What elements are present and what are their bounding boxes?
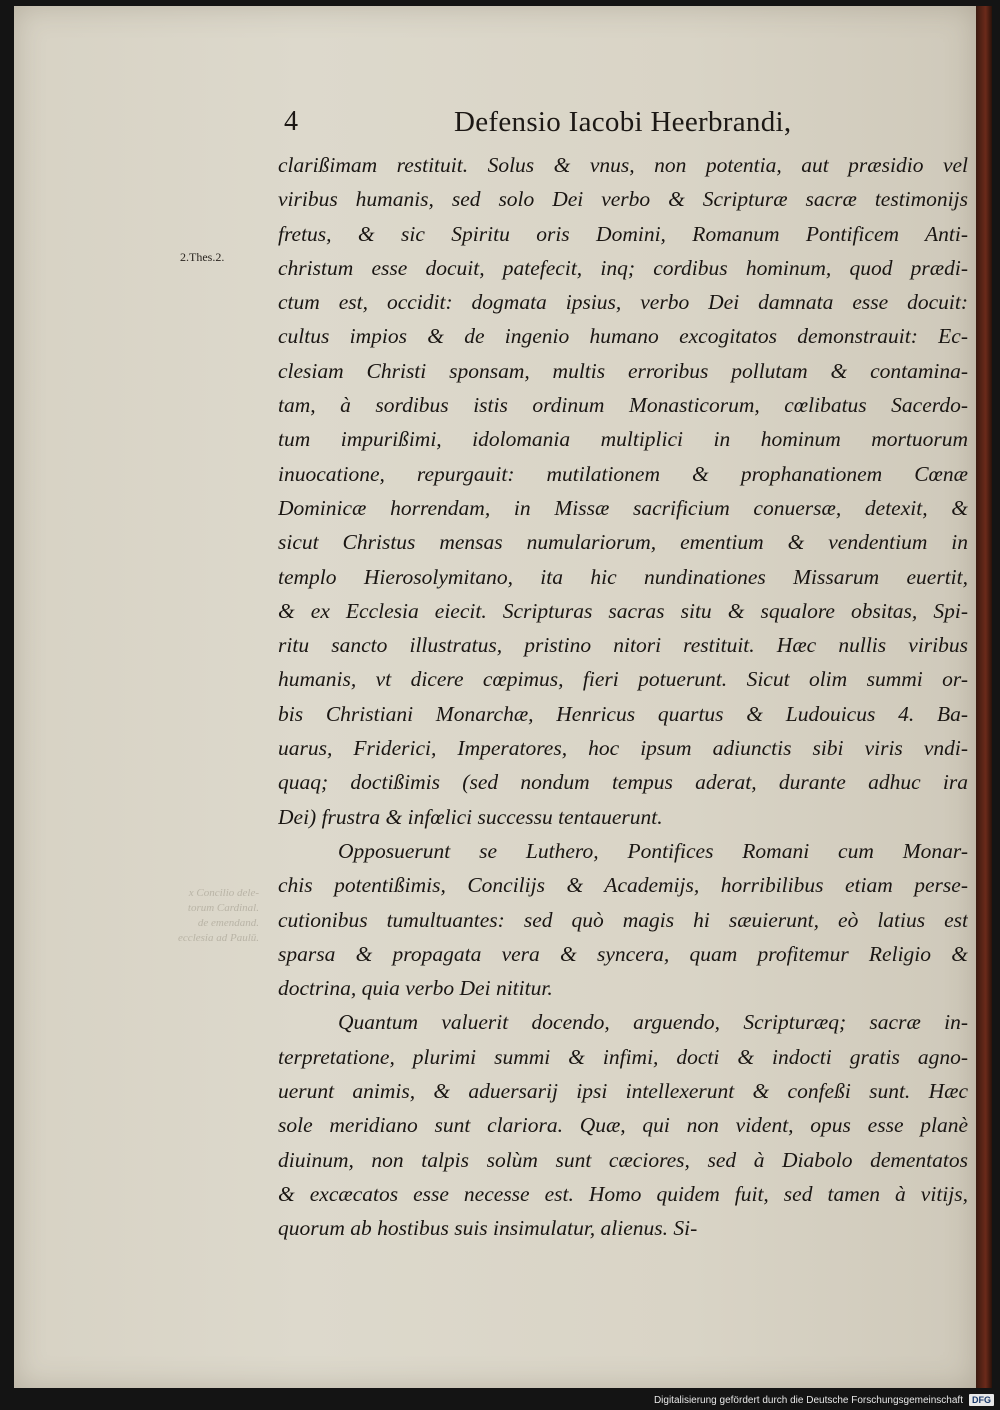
running-title: Defensio Iacobi Heerbrandi, <box>454 106 792 138</box>
bleed-line: ecclesia ad Paulū. <box>178 932 259 944</box>
margin-note: 2.Thes.2. <box>180 250 225 264</box>
text-line: sparsa & propagata vera & syncera, quam profitemur Religio & <box>278 941 968 966</box>
page-header <box>284 106 824 146</box>
dfg-logo-icon: DFG <box>969 1394 994 1406</box>
text-line: diuinum, non talpis solùm sunt cæciores, sed à Diabolo dementatos <box>278 1147 968 1172</box>
text-line: sicut Christus mensas numulariorum, ementium & vendentium in <box>278 530 968 555</box>
bleed-through-text <box>149 886 259 946</box>
bleed-line: x Concilio dele- <box>188 887 259 899</box>
text-line: clesiam Christi sponsam, multis erroribus pollutam & contamina- <box>278 358 968 383</box>
digitization-credit: Digitalisierung gefördert durch die Deutsche Forschungsgemeinschaft <box>653 1394 963 1406</box>
body-text <box>278 148 968 1246</box>
text-line: chis potentißimis, Concilijs & Academijs, horribilibus etiam perse- <box>278 873 968 898</box>
text-line: christum esse docuit, patefecit, inq; cordibus hominum, quod prædi- <box>278 255 968 280</box>
bleed-line: torum Cardinal. <box>187 902 259 914</box>
text-line: bis Christiani Monarchæ, Henricus quartus & Ludouicus 4. Ba- <box>278 701 968 726</box>
page-number: 4 <box>284 106 298 137</box>
bleed-line: de emendand. <box>197 917 259 929</box>
text-line: cultus impios & de ingenio humano excogitatos demonstrauit: Ec- <box>278 324 968 349</box>
text-line: terpretatione, plurimi summi & infimi, docti & indocti gratis agno- <box>278 1044 968 1069</box>
text-line: humanis, vt dicere cœpimus, fieri potuerunt. Sicut olim summi or- <box>278 667 968 692</box>
text-line: doctrina, quia verbo Dei nititur. <box>278 976 553 1001</box>
text-line: cutionibus tumultuantes: sed quò magis hi sæuierunt, eò latius est <box>278 907 968 932</box>
footer-bar <box>654 1392 994 1408</box>
text-line: uerunt animis, & aduersarij ipsi intellexerunt & confeßi sunt. Hæc <box>278 1079 968 1104</box>
text-line: clarißimam restituit. Solus & vnus, non potentia, aut præsidio vel <box>278 153 968 177</box>
text-line: sole meridiano sunt clariora. Quæ, qui non vident, opus esse planè <box>278 1113 968 1138</box>
text-line: tum impurißimi, idolomania multiplici in hominum mortuorum <box>278 427 968 452</box>
text-line: & ex Ecclesia eiecit. Scripturas sacras situ & squalore obsitas, Spi- <box>278 598 968 623</box>
text-line: Dei) frustra & infœlici successu tentauerunt. <box>278 804 663 829</box>
text-line: viribus humanis, sed solo Dei verbo & Scripturæ sacræ testimonijs <box>278 187 968 212</box>
text-line: Dominicæ horrendam, in Missæ sacrificium conuersæ, detexit, & <box>278 495 968 520</box>
page-edge <box>976 6 992 1388</box>
text-line: Quantum valuerit docendo, arguendo, Scripturæq; sacræ in- <box>338 1010 968 1035</box>
text-line: ritu sancto illustratus, pristino nitori restituit. Hæc nullis viribus <box>278 633 968 658</box>
text-line: uarus, Friderici, Imperatores, hoc ipsum adiunctis sibi viris vndi- <box>278 736 968 761</box>
text-line: templo Hierosolymitano, ita hic nundinationes Missarum euertit, <box>278 564 968 589</box>
text-line: fretus, & sic Spiritu oris Domini, Romanum Pontificem Anti- <box>278 221 968 246</box>
text-line: quorum ab hostibus suis insimulatur, alienus. Si- <box>278 1216 698 1241</box>
text-line: ctum est, occidit: dogmata ipsius, verbo Dei damnata esse docuit: <box>278 290 968 315</box>
text-line: tam, à sordibus istis ordinum Monasticorum, cœlibatus Sacerdo- <box>278 393 968 418</box>
text-line: & excæcatos esse necesse est. Homo quidem fuit, sed tamen à vitijs, <box>278 1181 968 1206</box>
text-line: quaq; doctißimis (sed nondum tempus aderat, durante adhuc ira <box>278 770 968 795</box>
text-line: inuocatione, repurgauit: mutilationem & prophanationem Cœnæ <box>278 461 968 486</box>
text-line: Opposuerunt se Luthero, Pontifices Romani cum Monar- <box>338 838 968 863</box>
